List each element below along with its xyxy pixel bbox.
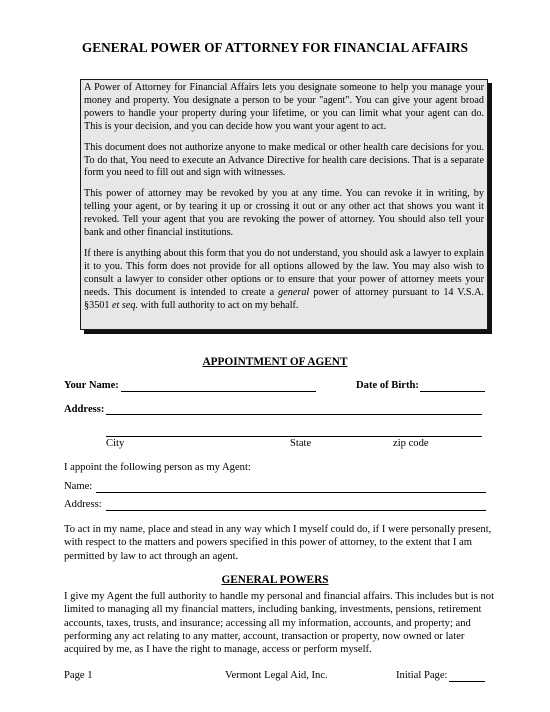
intro-paragraph: A Power of Attorney for Financial Affairs lets you designate someone to help you manage your money and property. You designate a person to be your "agent". You can give your agent broad powers to handle your property during your lifetime, or you can limit what your agent can do. This is your decision, and you can decide how you want your agent to act.	[84, 82, 484, 132]
general-powers-heading: GENERAL POWERS	[221, 574, 329, 586]
et-seq-emphasis: et seq.	[112, 299, 139, 311]
document-title: GENERAL POWER OF ATTORNEY FOR FINANCIAL AFFAIRS	[81, 40, 469, 55]
zip-code-label: zip code	[393, 438, 429, 449]
agent-address-field[interactable]	[106, 510, 486, 511]
your-name-label: Your Name:	[64, 380, 119, 391]
agent-address-label: Address:	[64, 499, 102, 510]
authority-paragraph: To act in my name, place and stead in any way which I myself could do, if I were personally present, with respect to the matters and powers specified in this power of attorney, to the extent that I am permitted by law to act through an agent.	[64, 524, 492, 562]
appointment-heading: APPOINTMENT OF AGENT	[202, 356, 348, 368]
intro-paragraph: This document does not authorize anyone to make medical or other health care decisions for you. To do that, You need to execute an Advance Directive for health care decisions. That is a separate form you need to fill out and sign with witnesses.	[84, 141, 484, 179]
page-number: Page 1	[64, 670, 93, 681]
general-powers-paragraph: I give my Agent the full authority to handle my personal and financial affairs. This includes but is not limited to managing all my financial matters, including banking, investments, pensions, retirement accounts, taxes, trusts, and insurance; accessing all my information, accounts, and property; and performing any act relating to any matter, account, transaction or property, now owned or later acquired by me, as I have the right to manage, access or perform myself.	[64, 591, 495, 656]
organization-name: Vermont Legal Aid, Inc.	[225, 670, 328, 681]
agent-name-field[interactable]	[96, 492, 486, 493]
state-label: State	[290, 438, 312, 449]
agent-name-label: Name:	[64, 481, 93, 492]
initial-page-label: Initial Page:	[396, 670, 448, 681]
intro-text-before: If there is anything about this form that you do not understand, you should ask a lawyer to explain it to you. This form does not provide for all options allowed by the law. You may also wish to consult a lawyer to consider other options or to ensure that your power of attorney meets your needs. This document is intended to create a	[84, 247, 484, 298]
intro-text-middle: power of attorney pursuant to 14 V.S.A. §3501	[84, 286, 484, 311]
date-of-birth-field[interactable]	[420, 391, 485, 392]
city-label: City	[106, 438, 125, 449]
appoint-agent-text: I appoint the following person as my Agent:	[64, 462, 251, 473]
intro-paragraph: This power of attorney may be revoked by you at any time. You can revoke it in writing, by telling your agent, or by tearing it up or crossing it out or any other act that shows you want it revoked. Tell your agent that you are revoking the power of attorney. You should also tell your bank and other financial institutions.	[84, 188, 484, 239]
your-name-field[interactable]	[121, 391, 316, 392]
general-emphasis: general	[278, 286, 310, 298]
initial-page-field[interactable]	[449, 681, 485, 682]
instructions-box	[80, 79, 488, 330]
city-state-zip-field[interactable]	[106, 436, 482, 437]
address-field[interactable]	[106, 414, 482, 415]
intro-text-after: with full authority to act on my behalf.	[138, 299, 299, 311]
date-of-birth-label: Date of Birth:	[356, 380, 419, 391]
address-label: Address:	[64, 404, 105, 415]
intro-paragraph-legal	[84, 248, 484, 313]
